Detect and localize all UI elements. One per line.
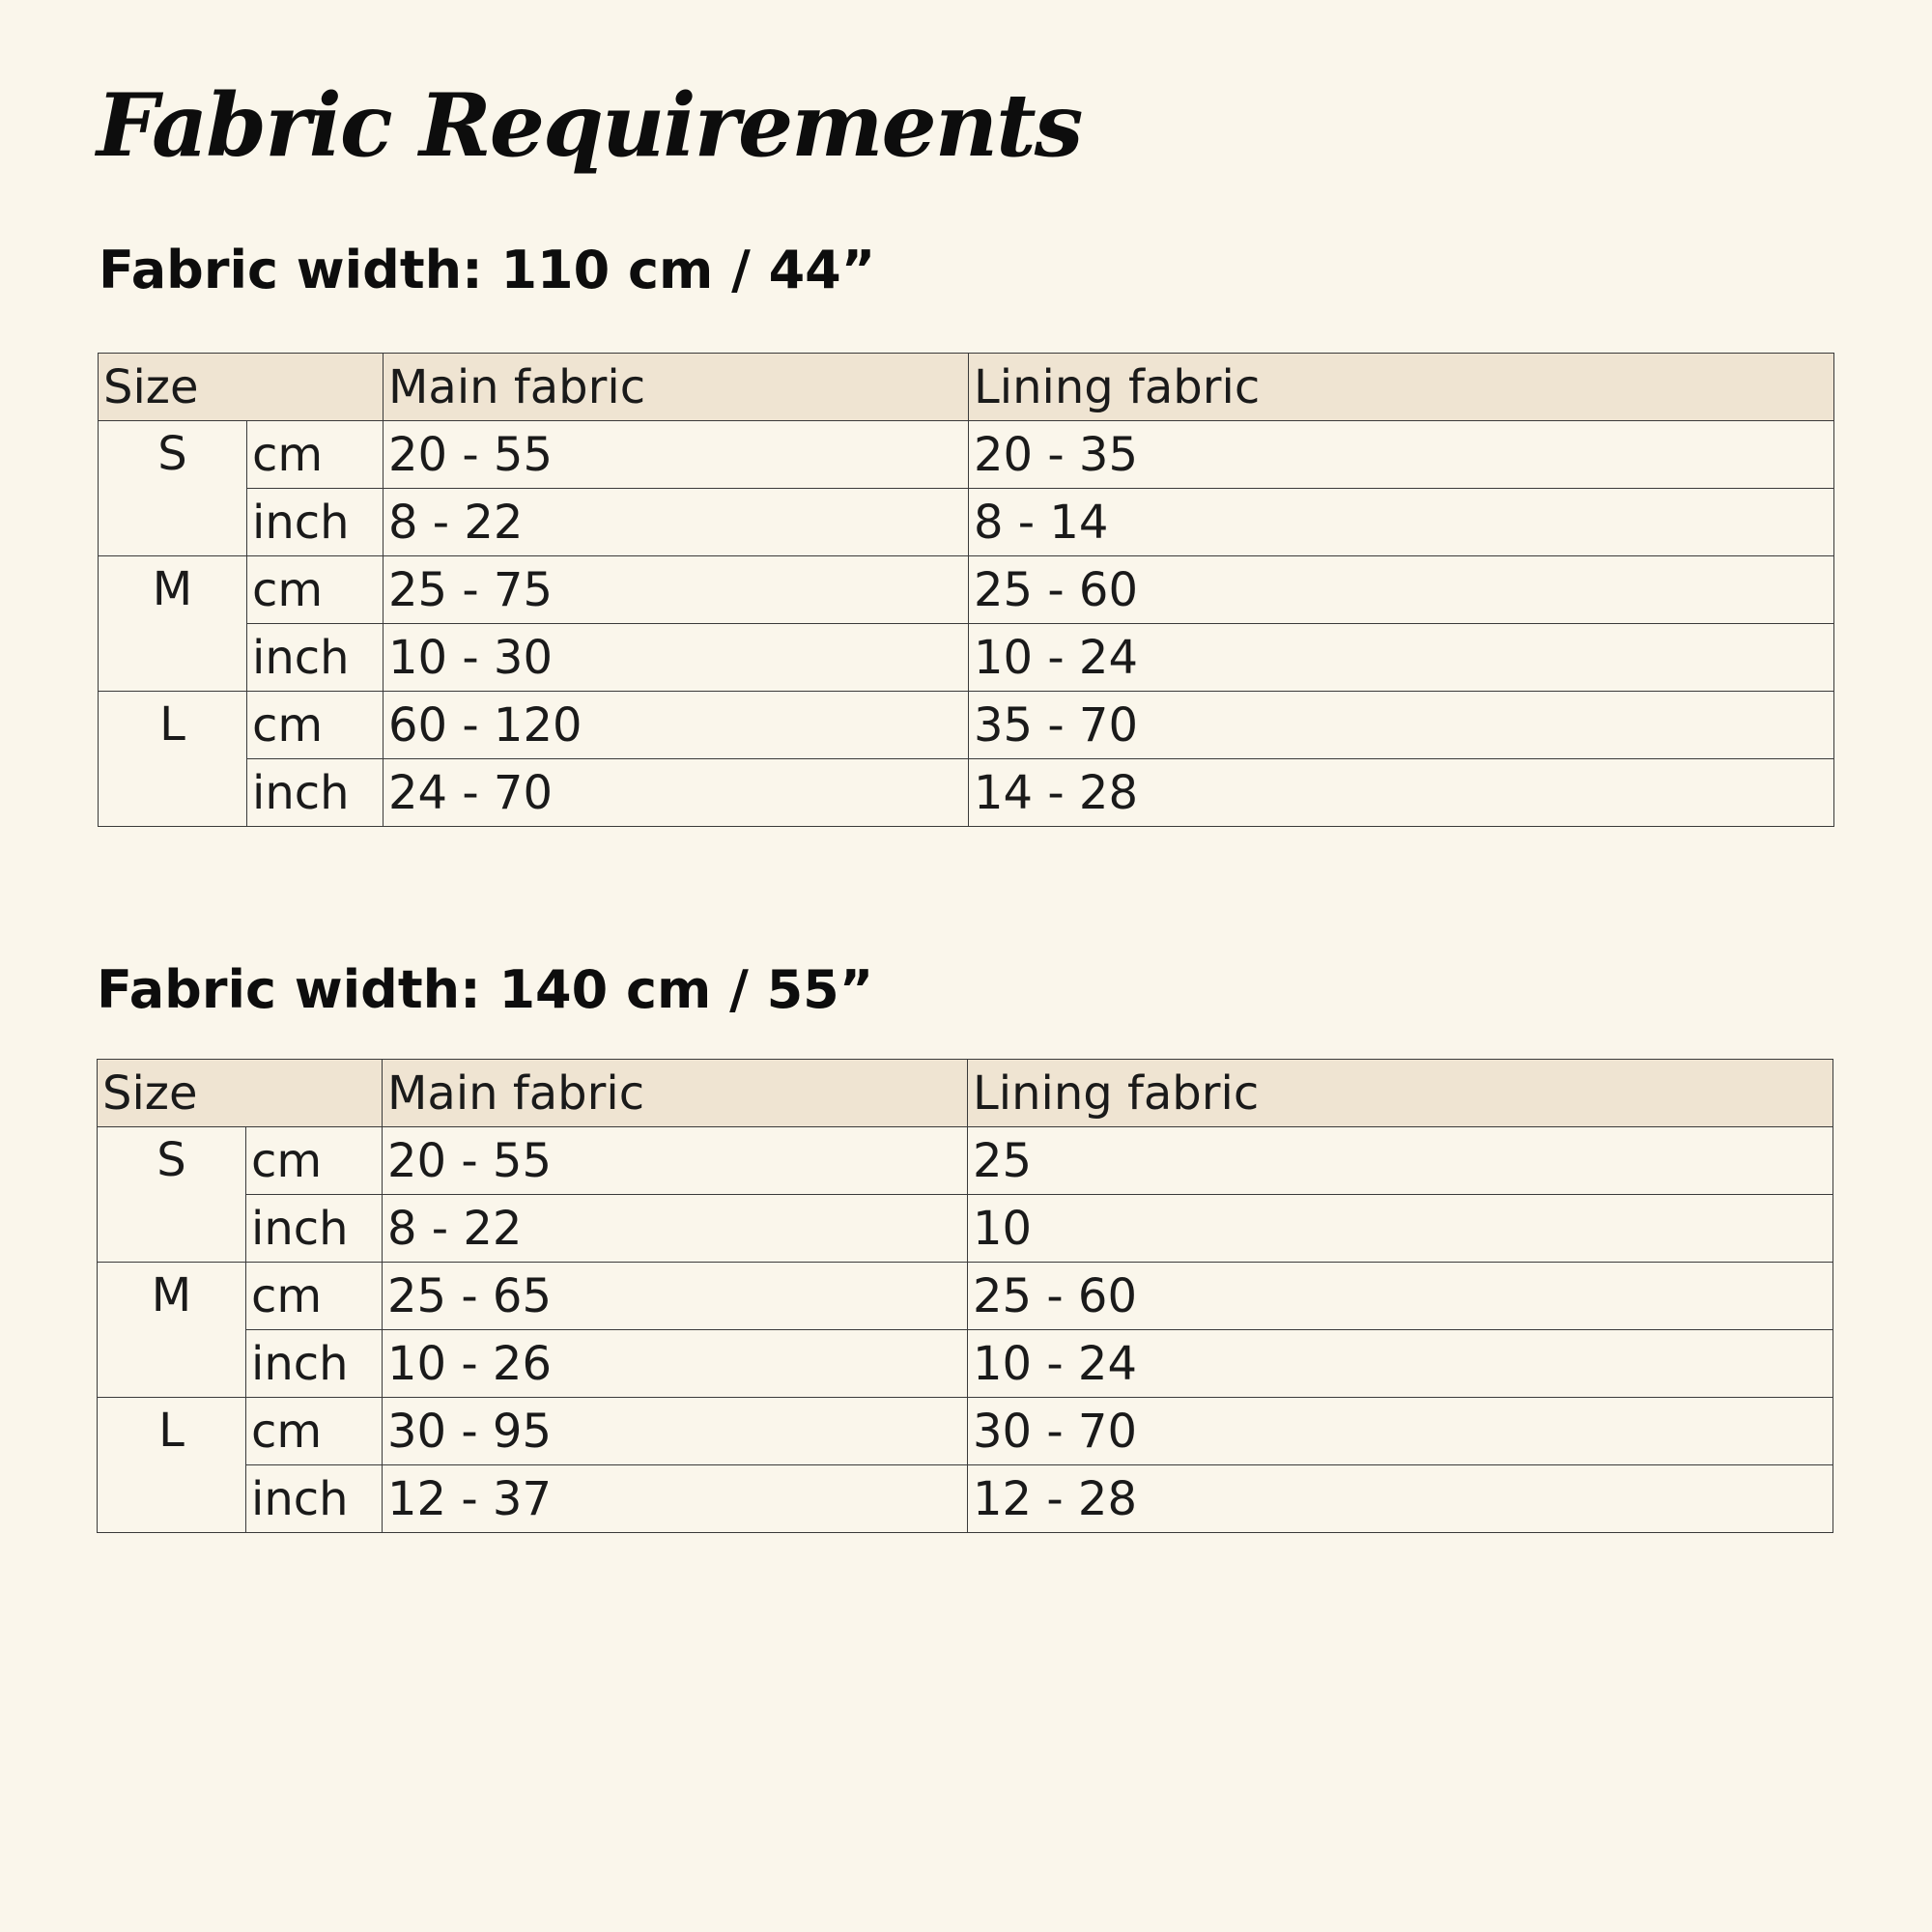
- lining-fabric-cell: 10: [968, 1195, 1833, 1263]
- table-row: [99, 624, 1834, 692]
- lining-fabric-cell: 10 - 24: [969, 624, 1834, 692]
- section-heading-110cm: Fabric width: 110 cm / 44”: [99, 240, 876, 300]
- section-heading-140cm: Fabric width: 140 cm / 55”: [97, 959, 874, 1020]
- main-fabric-cell: 10 - 26: [383, 1330, 968, 1398]
- unit-cell: cm: [246, 1398, 383, 1465]
- column-header-lining-fabric: Lining fabric: [968, 1060, 1833, 1127]
- lining-fabric-cell: 14 - 28: [969, 759, 1834, 827]
- column-header-size: Size: [99, 354, 384, 421]
- unit-cell: cm: [246, 1127, 383, 1195]
- size-label: S: [99, 421, 247, 556]
- unit-cell: inch: [247, 759, 384, 827]
- main-fabric-cell: 25 - 75: [384, 556, 969, 624]
- main-fabric-cell: 20 - 55: [383, 1127, 968, 1195]
- unit-cell: inch: [246, 1465, 383, 1533]
- fabric-table-110cm: [98, 353, 1834, 827]
- main-fabric-cell: 24 - 70: [384, 759, 969, 827]
- unit-cell: inch: [247, 489, 384, 556]
- lining-fabric-cell: 20 - 35: [969, 421, 1834, 489]
- lining-fabric-cell: 12 - 28: [968, 1465, 1833, 1533]
- lining-fabric-cell: 30 - 70: [968, 1398, 1833, 1465]
- lining-fabric-cell: 25 - 60: [969, 556, 1834, 624]
- table-row: [98, 1330, 1833, 1398]
- table-row: [99, 421, 1834, 489]
- column-header-main-fabric: Main fabric: [384, 354, 969, 421]
- table-row: [99, 556, 1834, 624]
- lining-fabric-cell: 8 - 14: [969, 489, 1834, 556]
- unit-cell: cm: [247, 421, 384, 489]
- unit-cell: cm: [247, 692, 384, 759]
- size-label: L: [98, 1398, 246, 1533]
- main-fabric-cell: 20 - 55: [384, 421, 969, 489]
- size-label: L: [99, 692, 247, 827]
- table-header-row: [98, 1060, 1833, 1127]
- column-header-main-fabric: Main fabric: [383, 1060, 968, 1127]
- main-fabric-cell: 8 - 22: [383, 1195, 968, 1263]
- table-row: [98, 1398, 1833, 1465]
- lining-fabric-cell: 10 - 24: [968, 1330, 1833, 1398]
- table-row: [99, 759, 1834, 827]
- size-label: M: [99, 556, 247, 692]
- size-label: S: [98, 1127, 246, 1263]
- table-row: [98, 1263, 1833, 1330]
- size-label: M: [98, 1263, 246, 1398]
- column-header-size: Size: [98, 1060, 383, 1127]
- lining-fabric-cell: 35 - 70: [969, 692, 1834, 759]
- unit-cell: cm: [246, 1263, 383, 1330]
- column-header-lining-fabric: Lining fabric: [969, 354, 1834, 421]
- lining-fabric-cell: 25: [968, 1127, 1833, 1195]
- table-row: [99, 692, 1834, 759]
- main-fabric-cell: 60 - 120: [384, 692, 969, 759]
- lining-fabric-cell: 25 - 60: [968, 1263, 1833, 1330]
- main-fabric-cell: 10 - 30: [384, 624, 969, 692]
- main-fabric-cell: 12 - 37: [383, 1465, 968, 1533]
- unit-cell: inch: [246, 1195, 383, 1263]
- table-row: [98, 1195, 1833, 1263]
- table-row: [98, 1127, 1833, 1195]
- main-fabric-cell: 8 - 22: [384, 489, 969, 556]
- unit-cell: inch: [246, 1330, 383, 1398]
- main-fabric-cell: 25 - 65: [383, 1263, 968, 1330]
- unit-cell: cm: [247, 556, 384, 624]
- table-header-row: [99, 354, 1834, 421]
- fabric-table-140cm: [97, 1059, 1833, 1533]
- page-title: Fabric Requirements: [97, 74, 1082, 177]
- table-row: [99, 489, 1834, 556]
- main-fabric-cell: 30 - 95: [383, 1398, 968, 1465]
- unit-cell: inch: [247, 624, 384, 692]
- table-row: [98, 1465, 1833, 1533]
